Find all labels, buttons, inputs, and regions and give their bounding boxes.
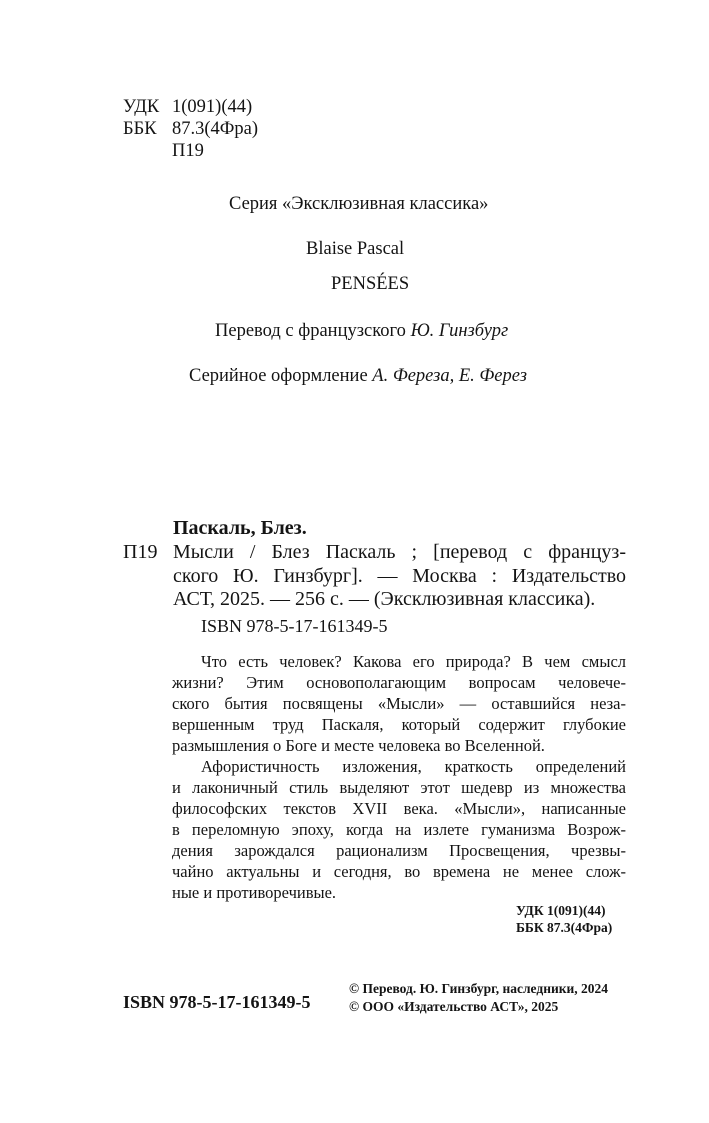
footer-udk: УДК 1(091)(44) (516, 903, 606, 918)
bbk-label: ББК (123, 119, 157, 139)
udk-label: УДК (123, 97, 160, 117)
footer-isbn: ISBN 978-5-17-161349-5 (123, 992, 311, 1012)
bbk-value: 87.3(4Фра) (172, 119, 259, 139)
catalog-heading: Паскаль, Блез. (173, 517, 307, 539)
translation-credit (215, 320, 508, 342)
annotation-line: Афористичность изложения, краткость определений (201, 757, 626, 776)
footer-bbk: ББК 87.3(4Фра) (516, 920, 613, 935)
annotation-line: философских текстов XVII века. «Мысли», написанные (172, 799, 626, 818)
catalog-line: АСТ, 2025. — 256 с. — (Эксклюзивная классика). (173, 588, 596, 610)
translation-prefix: Перевод с французского (215, 321, 411, 341)
annotation-line: вершенным труд Паскаля, который содержит глубокие (172, 715, 626, 734)
annotation-line: чайно актуальны и сегодня, во времена не менее слож- (172, 862, 626, 881)
annotation-line: дения зарождался рационализм Просвещения, чрезвы- (172, 841, 626, 860)
catalog-mark: П19 (123, 541, 158, 563)
classification-block (123, 96, 258, 162)
annotation-line: ского бытия посвящены «Мысли» — оставшийся неза- (172, 694, 626, 713)
annotation-paragraph-2 (172, 756, 626, 903)
annotation-line: ные и противоречивые. (172, 883, 337, 902)
annotation-line: Что есть человек? Какова его природа? В чем смысл (201, 652, 626, 671)
design-credit (189, 365, 527, 387)
annotation-line: жизни? Этим основополагающим вопросам человече- (172, 673, 626, 692)
copyright-translation: © Перевод. Ю. Гинзбург, наследники, 2024 (349, 981, 609, 996)
udk-value: 1(091)(44) (172, 97, 253, 117)
annotation-paragraph-1 (172, 651, 626, 756)
copyright-publisher: © ООО «Издательство АСТ», 2025 (349, 999, 559, 1014)
catalog-description (173, 541, 626, 612)
catalog-line: Мысли / Блез Паскаль ; [перевод с француз- (173, 541, 626, 563)
designer-names: А. Фереза, Е. Ферез (372, 366, 527, 386)
author-mark: П19 (172, 141, 204, 161)
design-prefix: Серийное оформление (189, 366, 373, 386)
annotation-line: размышления о Боге и месте человека во Вселенной. (172, 736, 545, 755)
original-author: Blaise Pascal (306, 239, 405, 259)
annotation-line: и лаконичный стиль выделяют этот шедевр из множества (172, 778, 626, 797)
original-title: PENSÉES (331, 274, 410, 294)
catalog-isbn: ISBN 978-5-17-161349-5 (201, 616, 388, 636)
translator-name: Ю. Гинзбург (410, 321, 509, 341)
annotation-line: в переломную эпоху, когда на излете гуманизма Возрож- (172, 820, 626, 839)
series-title: Серия «Эксклюзивная классика» (229, 194, 489, 214)
catalog-line: ского Ю. Гинзбург]. — Москва : Издательство (173, 564, 626, 587)
